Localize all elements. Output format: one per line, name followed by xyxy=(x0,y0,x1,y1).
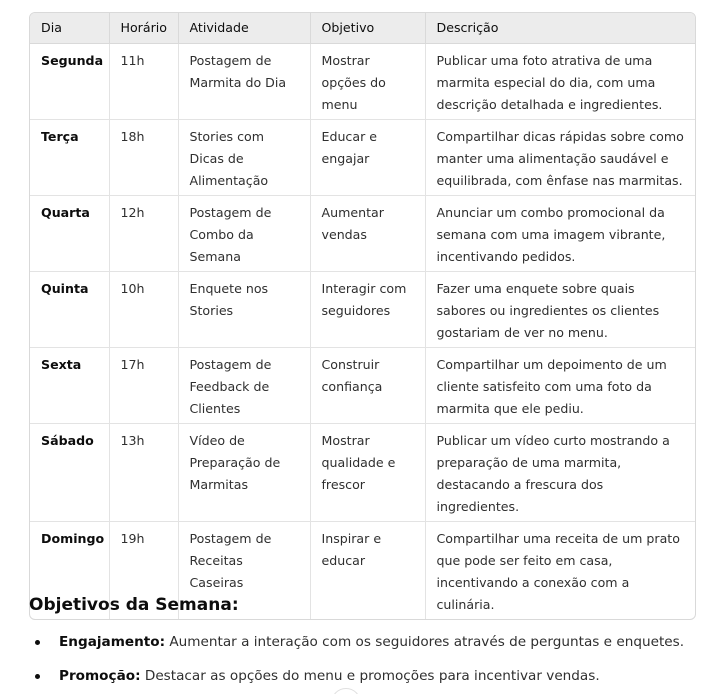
cell-objetivo: Mostrar opções do menu xyxy=(310,43,425,119)
goal-term: Promoção: xyxy=(59,668,141,684)
bullet-icon xyxy=(35,640,40,645)
cell-horario: 12h xyxy=(109,195,178,271)
cell-dia: Quarta xyxy=(30,195,109,271)
cell-dia: Quinta xyxy=(30,271,109,347)
cell-objetivo: Aumentar vendas xyxy=(310,195,425,271)
cell-atividade: Postagem de Combo da Semana xyxy=(178,195,310,271)
header-dia: Dia xyxy=(30,13,109,43)
table-header-row xyxy=(30,13,695,43)
cell-descricao: Fazer uma enquete sobre quais sabores ou ingredientes os clientes gostariam de ver no menu. xyxy=(425,271,695,347)
goal-text: Aumentar a interação com os seguidores através de perguntas e enquetes. xyxy=(165,634,685,650)
schedule-table-container xyxy=(29,12,696,620)
cell-atividade: Postagem de Marmita do Dia xyxy=(178,43,310,119)
table-row xyxy=(30,423,695,521)
goals-heading: Objetivos da Semana: xyxy=(29,595,239,615)
cell-descricao: Compartilhar uma receita de um prato que pode ser feito em casa, incentivando a conexão com a culinária. xyxy=(436,530,680,612)
table-row xyxy=(30,119,695,195)
cell-horario: 17h xyxy=(109,347,178,423)
weekly-schedule-table xyxy=(30,13,695,619)
header-descricao: Descrição xyxy=(425,13,695,43)
cell-objetivo: Construir confiança xyxy=(310,347,425,423)
header-objetivo: Objetivo xyxy=(310,13,425,43)
cell-dia: Sexta xyxy=(30,347,109,423)
cell-objetivo: Interagir com seguidores xyxy=(310,271,425,347)
cell-horario: 10h xyxy=(109,271,178,347)
cell-descricao: Compartilhar um depoimento de um cliente satisfeito com uma foto da marmita que ele pediu. xyxy=(425,347,695,423)
goal-text: Destacar as opções do menu e promoções para incentivar vendas. xyxy=(140,668,600,684)
cell-objetivo: Educar e engajar xyxy=(310,119,425,195)
list-item xyxy=(29,630,684,664)
cell-descricao: Publicar um vídeo curto mostrando a preparação de uma marmita, destacando a frescura dos ingredientes. xyxy=(425,423,695,521)
cell-atividade: Postagem de Feedback de Clientes xyxy=(178,347,310,423)
cell-descricao: Compartilhar dicas rápidas sobre como manter uma alimentação saudável e equilibrada, com ênfase nas marmitas. xyxy=(425,119,695,195)
cell-objetivo: Mostrar qualidade e frescor xyxy=(310,423,425,521)
header-horario: Horário xyxy=(109,13,178,43)
goals-list xyxy=(29,630,684,694)
table-row xyxy=(30,347,695,423)
cell-horario: 11h xyxy=(109,43,178,119)
list-item xyxy=(29,664,684,694)
cell-horario: 19h xyxy=(109,521,178,619)
table-row xyxy=(30,195,695,271)
cell-descricao: Publicar uma foto atrativa de uma marmita especial do dia, com uma descrição detalhada e ingredientes. xyxy=(425,43,695,119)
bullet-icon xyxy=(35,674,40,679)
cell-dia: Sábado xyxy=(30,423,109,521)
cell-atividade: Stories com Dicas de Alimentação xyxy=(178,119,310,195)
cell-dia: Domingo xyxy=(30,521,109,619)
cell-descricao: Anunciar um combo promocional da semana com uma imagem vibrante, incentivando pedidos. xyxy=(425,195,695,271)
cell-atividade: Postagem de Receitas Caseiras xyxy=(178,521,310,619)
cell-atividade: Vídeo de Preparação de Marmitas xyxy=(178,423,310,521)
goal-term: Engajamento: xyxy=(59,634,166,650)
cell-atividade: Enquete nos Stories xyxy=(178,271,310,347)
cell-horario: 13h xyxy=(109,423,178,521)
cell-dia: Segunda xyxy=(30,43,109,119)
cell-horario: 18h xyxy=(109,119,178,195)
cell-dia: Terça xyxy=(30,119,109,195)
table-row xyxy=(30,271,695,347)
header-atividade: Atividade xyxy=(178,13,310,43)
table-row xyxy=(30,43,695,119)
cell-objetivo: Inspirar e educar xyxy=(310,521,425,619)
